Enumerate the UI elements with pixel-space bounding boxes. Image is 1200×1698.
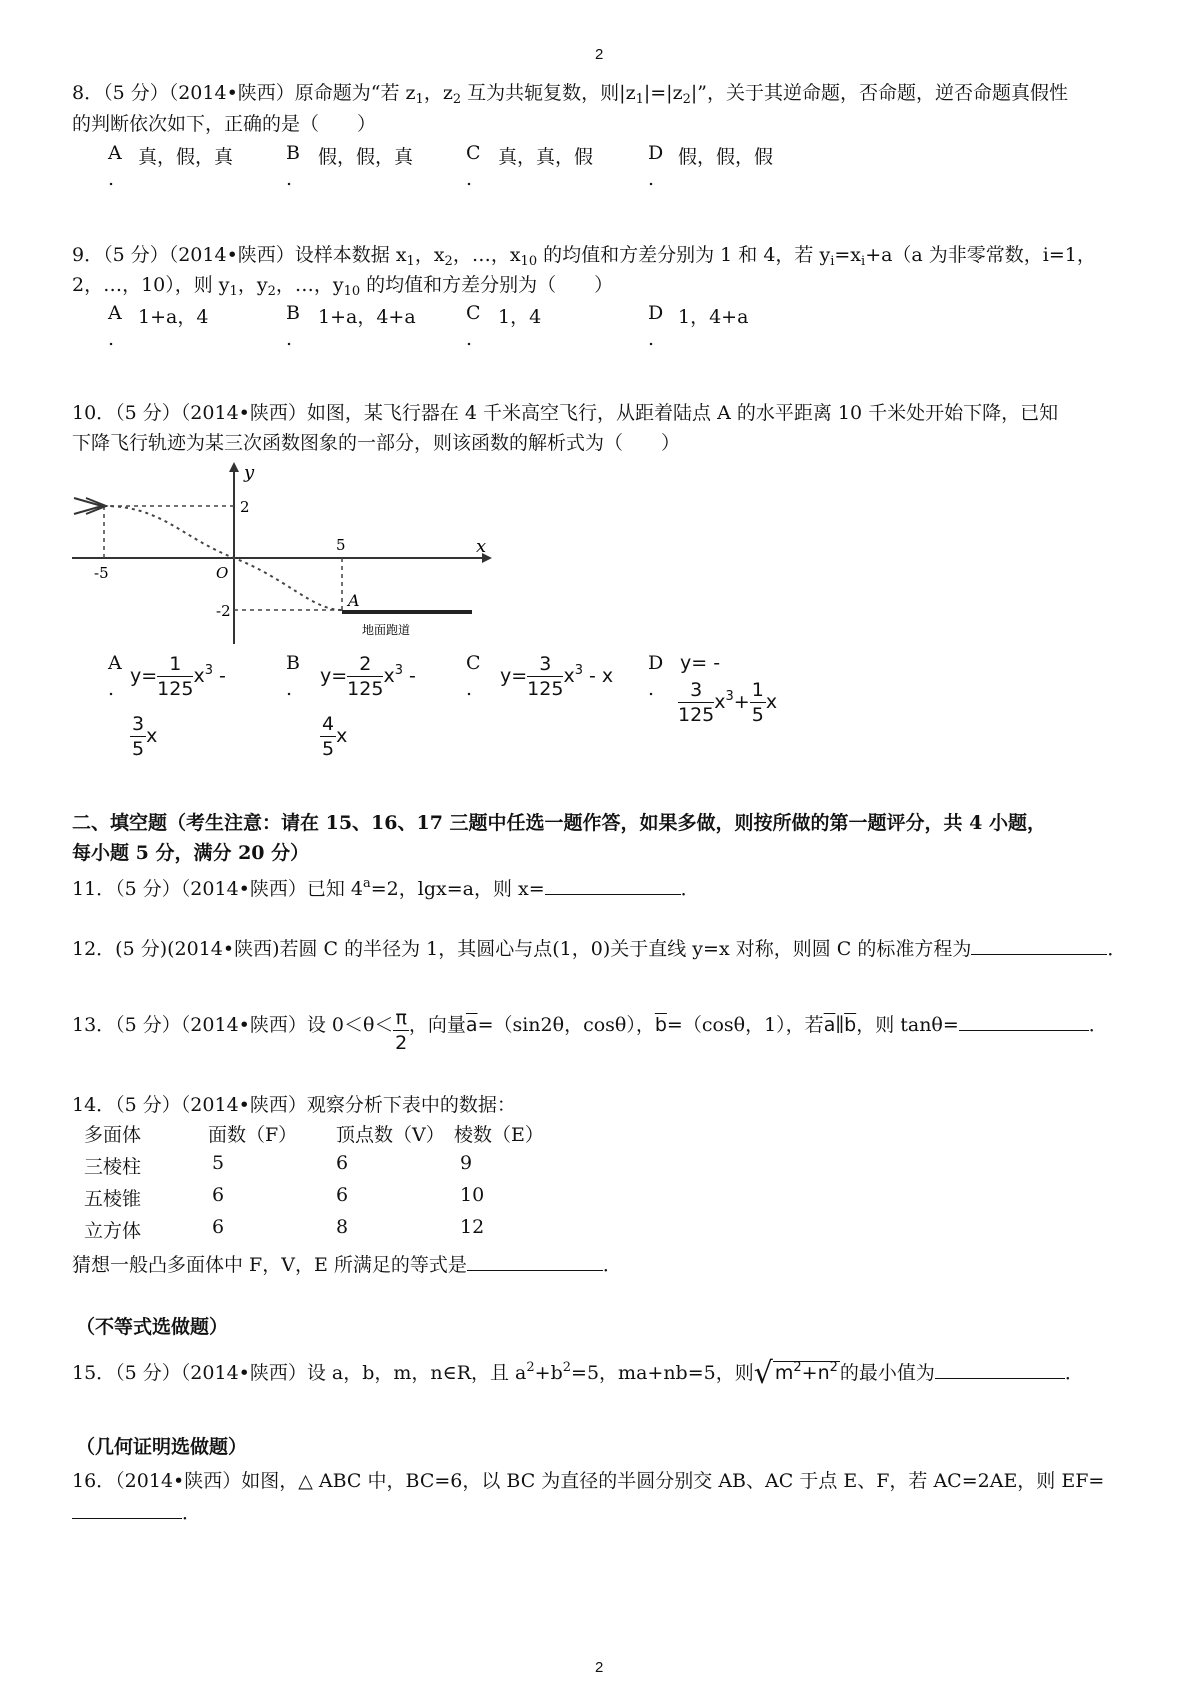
option-letter: D [648,142,664,164]
page-number-bottom: 2 [595,1659,604,1676]
elective-heading-inequality: （不等式选做题） [76,1316,229,1338]
tick-label-neg2: -2 [216,602,231,620]
section-heading: 二、填空题（考生注意：请在 15、16、17 三题中任选一题作答，如果多做，则按所做的第一题评分，共 4 小题， [72,812,1047,834]
option-text: 假，假，真 [318,146,414,168]
option-d-formula: $\frac{3}{125}$ $x^3+$ $\frac{1}{5}$ x [678,679,778,726]
page-number-top: 2 [595,46,604,63]
option-letter: B [286,142,300,164]
tick-label-5: 5 [336,536,346,554]
polyhedron-table [84,1120,684,1250]
runway-label: 地面跑道 [362,623,411,637]
q14-conclusion: 猜想一般凸多面体中 F，V，E 所满足的等式是 ． [72,1254,622,1276]
option-a-formula-tail: $\frac{3}{5}$ x [132,713,158,760]
option-letter: D [648,302,664,324]
option-letter: C [466,652,481,674]
y-axis-label: y [244,462,255,483]
q8-stem-line2: 的判断依次如下，正确的是（ ） [72,113,377,135]
option-letter: A [108,302,122,324]
table-row: 立方体 6 8 12 [84,1216,485,1242]
option-a-formula: y= $\frac{1}{125}$ $x^3$ - [130,653,226,700]
q16-line2: ． [72,1498,201,1525]
table-row: 三棱柱 5 6 9 [84,1152,473,1178]
answer-blank[interactable] [971,936,1107,955]
q16: 16．（2014•陕西）如图，△ ABC 中，BC=6，以 BC 为直径的半圆分别交 AB、AC 于点 E、F，若 AC=2AE，则 EF= [72,1470,1105,1492]
option-text: 假，假，假 [678,146,774,168]
option-text: 1+a，4+a [318,306,416,328]
q12: 12．(5 分)(2014•陕西)若圆 C 的半径为 1，其圆心与点(1，0)关于直线 y=x 对称，则圆 C 的标准方程为 ． [72,938,1127,960]
option-letter: A [108,142,122,164]
x-axis-label: x [476,536,487,557]
table-row: 五棱锥 6 6 10 [84,1184,485,1210]
point-a-label: A [348,591,360,610]
origin-label: O [216,564,229,582]
q9-options: A 1+a，4 . B 1+a，4+a . C 1，4 . D 1，4+a . [108,302,749,350]
option-text: 真，假，真 [138,146,234,168]
q14-stem: 14．（5 分）（2014•陕西）观察分析下表中的数据： [72,1094,516,1116]
answer-blank[interactable] [545,876,681,895]
option-b-formula-tail: $\frac{4}{5}$ x [322,713,348,760]
option-text: 1，4+a [678,306,749,328]
option-c-formula: y= $\frac{3}{125}$ $x^3$ - x [500,653,614,700]
answer-blank[interactable] [72,1500,182,1519]
q8-options: A 真，假，真 . B 假，假，真 . C 真，真，假 . D 假，假，假 . [108,142,774,190]
elective-heading-geometry: （几何证明选做题） [76,1436,248,1458]
option-letter: C [466,302,481,324]
table-header-row: 多面体 面数（F） 顶点数（V） 棱数（E） [84,1124,544,1146]
q9-stem: 9．（5 分）（2014•陕西）设样本数据 $x_1$，$x_2$，…，$x_{10}$ 的均值和方差分别为 1 和 4，若 $y_i=x_i+a(a$ 为非零常数，i=1， [72,244,1096,269]
q10-stem: 10．（5 分）（2014•陕西）如图，某飞行器在 4 千米高空飞行，从距着陆点 A 的水平距离 10 千米处开始下降，已知 [72,402,1059,424]
option-letter: B [286,302,300,324]
q8-stem: 8．（5 分）（2014•陕西）原命题为“若 $z_1$，$z_2$ 互为共轭复数，则$|z_1|=|z_2|$”，关于其逆命题，否命题，逆否命题真假性 [72,82,1068,107]
q11: 11．（5 分）（2014•陕西）已知 $4^a=2$，lgx=a，则 x= ． [72,876,700,900]
answer-blank[interactable] [467,1252,603,1271]
q10-options: A . y= $\frac{1}{125}$ $x^3$ - $\frac{3}{5}$ x B . y= $\frac{2}{125}$ $x^3$ - $\frac{4}{5}$ x C . y= $\frac{3}{125}$ $x^3$ - x D . y= - $\frac{3}{125}$ $x^3+$ $\frac{1}{5}$ x [108,652,778,760]
option-letter: D [648,652,664,674]
option-text: 1，4 [498,306,542,328]
descent-trajectory-figure [72,458,492,644]
option-text: 1+a，4 [138,306,209,328]
q10-stem-line2: 下降飞行轨迹为某三次函数图象的一部分，则该函数的解析式为（ ） [72,432,681,454]
option-letter: A [108,652,122,674]
answer-blank[interactable] [959,1012,1089,1031]
q15: 15．（5 分）（2014•陕西）设 a，b，m，n∈R，且 $a^2+b^2=5$，ma+nb=5，则√ $m^2+n^2$ 的最小值为 ． [72,1356,1084,1391]
q9-stem-line2: 2，…，10），则 $y_1$，$y_2$，…，$y_{10}$ 的均值和方差分别为（ ） [72,274,614,299]
option-b-formula: y= $\frac{2}{125}$ $x^3$ - [320,653,416,700]
q13: 13．（5 分）（2014•陕西）设 0＜θ＜ $\frac{\pi}{2}$ ，向量$\overline{a}=(\sin 2\theta$，cosθ），$\overline{b}=(\cos\theta$，1），若$\overline{a}\parallel\overline{b}$，则 tanθ= ． [72,1007,1108,1054]
tick-label-2: 2 [240,498,250,516]
option-text: 真，真，假 [498,146,594,168]
tick-label-neg5: -5 [94,564,109,582]
section-heading-line2: 每小题 5 分，满分 20 分） [72,842,310,864]
answer-blank[interactable] [935,1360,1065,1379]
option-letter: C [466,142,481,164]
option-letter: B [286,652,300,674]
option-d-formula-head: y= - [680,652,721,674]
